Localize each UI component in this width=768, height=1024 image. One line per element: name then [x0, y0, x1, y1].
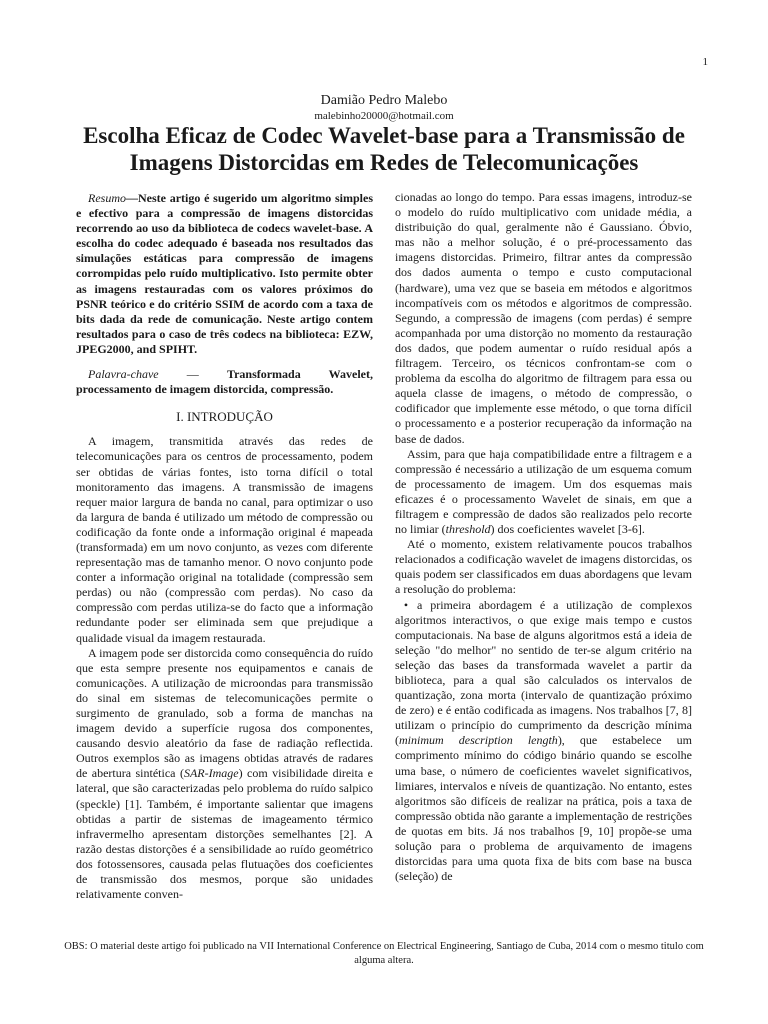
- author-email: malebinho20000@hotmail.com: [314, 110, 454, 122]
- bullet-icon: •: [403, 597, 409, 612]
- left-column: [76, 191, 373, 902]
- intro-p2-part-b: ) com visibilidade direita e lateral, que são caracterizadas pelo problema do ruído salpico (speckle) [1]. Também, é importante salientar que imagens obtidas a partir de sistemas de imageamento térmico infravermelho apresentam distorções semelhantes [2]. A razão destas distorções é a sensibilidade ao ruído geométrico dos fotossensores, causada pelas flutuações dos coeficientes de transmissão dos mesmos, porque são unidades relativamente conven-: [76, 766, 373, 902]
- abstract-text: —Neste artigo é sugerido um algoritmo simples e efectivo para a compressão de imagens distorcidas recorrendo ao uso da biblioteca de codecs wavelet-base. A escolha do codec adequado é baseada nos resultados das simulações estáticas para compressão de imagens corrompidas pelo ruído multiplicativo. Isto permite obter as imagens restauradas com os valores próximos do PSNR teórico e do critério SSIM de acordo com a taxa de bits dada da rede de comunicação. Neste artigo contem resultados para o caso de três codecs na biblioteca: EZW, JPEG2000, and SPIHT.: [76, 191, 373, 356]
- bullet-item: [395, 598, 692, 885]
- abstract: [76, 191, 373, 357]
- footnote: OBS: O material deste artigo foi publicado na VII International Conference on Electrical Engineering, Santiago de Cuba, 2014 com o mesmo titulo com alguma altera.: [64, 941, 704, 966]
- right-paragraph-2: [395, 447, 692, 538]
- keywords-label: Palavra-chave: [88, 367, 159, 382]
- keywords: [76, 367, 373, 397]
- right-p2-part-b: ) dos coeficientes wavelet [3-6].: [490, 522, 645, 537]
- sar-image-term: SAR-Image: [183, 766, 239, 781]
- page-number: 1: [702, 56, 708, 68]
- right-paragraph-3: Até o momento, existem relativamente poucos trabalhos relacionados a codificação wavelet de imagens distorcidas, os quais podem ser classificados em duas abordagens que levam a resolução do problema:: [395, 537, 692, 597]
- abstract-label: Resumo: [88, 191, 126, 205]
- threshold-term: threshold: [445, 522, 491, 537]
- bullet-part-a: a primeira abordagem é a utilização de complexos algoritmos interactivos, o que exige mais tempo e custos computacionais. Na base de alguns algoritmos está a ideia de seleção "do melhor" no sentido de ter-se algum critério na seleção das bases da transformada wavelet a partir da biblioteca, para a qual são calculados os intervalos de quantização, zona morta (intervalo de quantização próximo de zero) e é então codificada as imagens. Nos trabalhos [7, 8] utilizam o princípio do cumprimento da descrição mínima (: [395, 597, 692, 748]
- intro-p2-part-a: A imagem pode ser distorcida como consequência do ruído que esta sempre presente nos equipamentos e canais de comunicações. A utilização de microondas para transmissão do sinal em sistemas de telecomunicações permite o surgimento de granulado, sob a forma de manchas na imagem devido a superfície rugosa dos componentes, causando desvio aleatório da fase de radiação reflectida. Outros exemplos são as imagens obtidas através de radares de abertura sintética (: [76, 645, 373, 781]
- keywords-dash: —: [158, 367, 227, 382]
- paper-title: [40, 122, 728, 176]
- bullet-part-b: ), que estabelece um comprimento mínimo do código binário quando se escolhe uma base, o número de coeficientes wavelet significativos, limiares, intervalos e níveis de quantização. No entanto, estes algoritmos são difíceis de realizar na prática, pois a taxa de compressão obtida não garante a implementação de restrições de quotas em bits. Já nos trabalhos [9, 10] propõe-se uma solução para o problema de arquivamento de imagens distorcidas para uma quota fixa de bits com base na busca (seleção) de: [395, 733, 692, 884]
- intro-paragraph-2: [76, 646, 373, 903]
- intro-paragraph-1: A imagem, transmitida através das redes de telecomunicações para os centros de processamento, podem ser obtidas de várias fontes, isto torna difícil o total monitoramento das imagens. A transmissão de imagens requer maior largura de banda no canal, para optimizar o uso da largura de banda é utilizado um método de compressão ou codificação da fonte onde a informação original é mapeada (transformada) em um novo conjunto, as vezes com diferente representação mas de tamanho menor. O novo conjunto pode conter a informação original na totalidade (compressão sem perdas) ou não (compressão com perdas). No caso da compressão com perdas utiliza-se do facto que a informação redundante poder ser eliminada sem que prejudique a qualidade visual da imagem restaurada.: [76, 434, 373, 645]
- right-column: [395, 190, 692, 884]
- keywords-text: Transformada Wavelet, processamento de imagem distorcida, compressão.: [76, 367, 373, 397]
- mdl-term: minimum description length: [399, 733, 558, 748]
- right-p2-part-a: Assim, para que haja compatibilidade entre a filtragem e a compressão é necessário a utilização de um esquema comum de processamento de imagem. Um dos esquemas mais eficazes é o processamento Wavelet de sinais, em que a filtragem e compressão de dados são realizados pelo recorte no limiar (: [395, 446, 692, 537]
- right-paragraph-1: cionadas ao longo do tempo. Para essas imagens, introduz-se o modelo do ruído multiplicativo com unidade média, a distribuição do qual, geralmente não é Gaussiano. Óbvio, mas não a melhor solução, é o pré-processamento das imagens distorcidas. Primeiro, filtrar antes da compressão dos dados aumenta o tempo e custo computacional (hardware), uma vez que se baseia em métodos e algoritmos incompatíveis com os métodos e algoritmos de compressão. Segundo, a compressão de imagens (com perdas) é sempre acompanhada por uma distorção no momento da restauração dos dados, que podem aumentar o ruído residual após a filtragem. Terceiro, os técnicos confrontam-se com o problema da escolha do algoritmo de filtragem para essa ou aquela classe de imagens, o método de compressão, o codificador que implemente esse método, o que torna difícil o processamento e a posterior recuperação da informação na base de dados.: [395, 190, 692, 446]
- author-name: Damião Pedro Malebo: [320, 93, 448, 108]
- title-line-2: Imagens Distorcidas em Redes de Telecomunicações: [129, 150, 639, 175]
- title-line-1: Escolha Eficaz de Codec Wavelet-base para a Transmissão de: [83, 123, 685, 148]
- section-heading: I. INTRODUÇÃO: [176, 409, 273, 425]
